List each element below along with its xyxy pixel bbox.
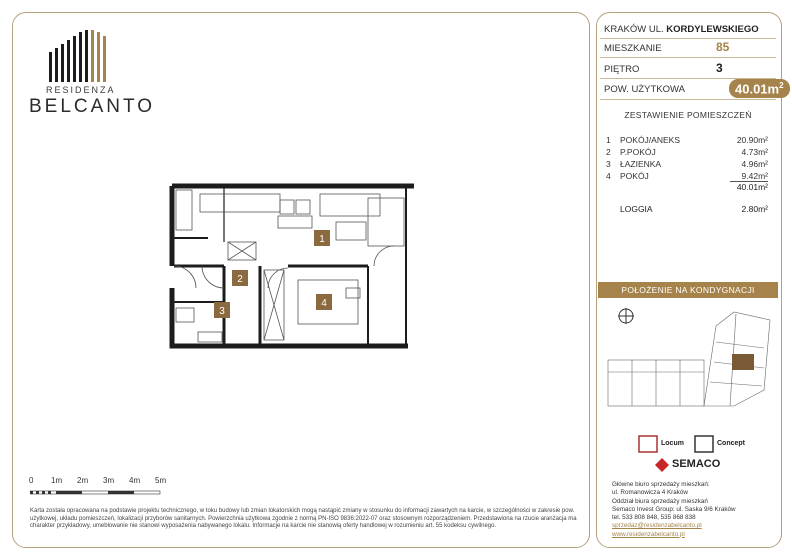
area-label: POW. UŻYTKOWA — [604, 84, 685, 95]
room-number-1: 1 — [319, 234, 325, 245]
scale-ruler — [30, 488, 170, 498]
total-area: 40.01m² — [736, 182, 768, 192]
disclaimer-text: Karta została opracowana na podstawie projektu technicznego, w toku budowy lub zmian lokatorskich mogą nastąpić zmiany w stosunku do informacji zawartych na karcie, w szczególności w zakresie pow. użytkowej, układu pomieszczeń, lokalizacji przyborów sanitarnych. Powierzchnia użytkowa zgodnie z normą PN-ISO 9836:2022-07 oraz stosownym rozporządzeniem. Przedstawiona na rzucie aranżacja ma charakter przykładowy, umeblowanie nie stanowi wyposażenia nabywanego lokalu. Informacje na karcie nie stanowią oferty handlowej w rozumieniu art. 55 kodeksu cywilnego. — [30, 508, 577, 530]
scale-label-3m: 3m — [103, 476, 115, 485]
floor-number: 3 — [716, 61, 723, 75]
contact-line: Oddział biura sprzedaży mieszkań — [612, 497, 708, 505]
room-number-2: 2 — [237, 274, 243, 285]
room-area: 4.73m² — [741, 147, 768, 157]
room-area: 4.96m² — [741, 159, 768, 169]
locum-logo-icon — [638, 435, 658, 453]
scale-label-0: 0 — [29, 476, 34, 485]
divider — [600, 57, 776, 58]
address-prefix: KRAKÓW UL. — [604, 24, 664, 35]
locum-brand: Locum — [661, 440, 684, 447]
contact-line: tel. 533 808 848, 535 868 838 — [612, 514, 696, 522]
floor-label: PIĘTRO — [604, 64, 640, 75]
semaco-brand: SEMACO — [672, 458, 721, 470]
room-number-3: 3 — [219, 306, 225, 317]
contact-line: ul. Romanowicza 4 Kraków — [612, 489, 688, 497]
concept-brand: Concept — [717, 440, 745, 447]
area-unit: 2 — [779, 81, 784, 90]
logo-title: BELCANTO — [29, 96, 156, 117]
contact-line: Główne biuro sprzedaży mieszkań: — [612, 481, 710, 488]
compass-icon — [618, 308, 634, 324]
room-name: ŁAZIENKA — [620, 159, 662, 169]
room-area: 20.90m² — [736, 135, 768, 145]
scale-label-1m: 1m — [51, 476, 63, 485]
apartment-highlight — [732, 354, 754, 370]
room-row — [606, 159, 768, 171]
floor-plan — [168, 182, 418, 352]
area-value: 40.01m — [735, 81, 780, 97]
floor-position-title: POŁOŻENIE NA KONDYGNACJI — [598, 282, 778, 298]
room-index: 1 — [606, 135, 611, 145]
divider — [600, 38, 776, 39]
room-name: P.POKÓJ — [620, 147, 656, 157]
address — [604, 24, 759, 35]
room-index: 4 — [606, 171, 611, 181]
concept-logo-icon — [694, 435, 714, 453]
website-link[interactable]: www.residenzabelcanto.pl — [612, 530, 685, 538]
loggia-area: 2.80m² — [741, 204, 768, 214]
flat-label: MIESZKANIE — [604, 43, 662, 54]
divider — [600, 99, 776, 100]
email-link[interactable]: sprzedaz@residenzabelcanto.pl — [612, 522, 702, 530]
room-name: POKÓJ/ANEKS — [620, 135, 680, 145]
scale-label-2m: 2m — [77, 476, 89, 485]
flat-number: 85 — [716, 40, 730, 54]
contact-info — [612, 481, 776, 539]
semaco-logo-icon — [655, 458, 669, 472]
room-area: 9.42m² — [741, 171, 768, 181]
room-index: 3 — [606, 159, 611, 169]
contact-line: Semaco Invest Group: ul. Saska 9/6 Kraków — [612, 505, 736, 513]
room-number-4: 4 — [321, 298, 327, 309]
scale-label-4m: 4m — [129, 476, 141, 485]
street-name: KORDYLEWSKIEGO — [666, 24, 759, 35]
room-row — [606, 147, 768, 159]
room-index: 2 — [606, 147, 611, 157]
rooms-title: ZESTAWIENIE POMIESZCZEŃ — [624, 110, 752, 120]
loggia-label: LOGGIA — [620, 204, 653, 214]
area-badge — [729, 79, 790, 98]
room-row — [606, 135, 768, 147]
scale-label-5m: 5m — [155, 476, 167, 485]
key-plan — [604, 302, 776, 414]
logo-subtitle: RESIDENZA — [46, 85, 116, 95]
room-name: POKÓJ — [620, 171, 649, 181]
scale-bar — [24, 476, 184, 506]
